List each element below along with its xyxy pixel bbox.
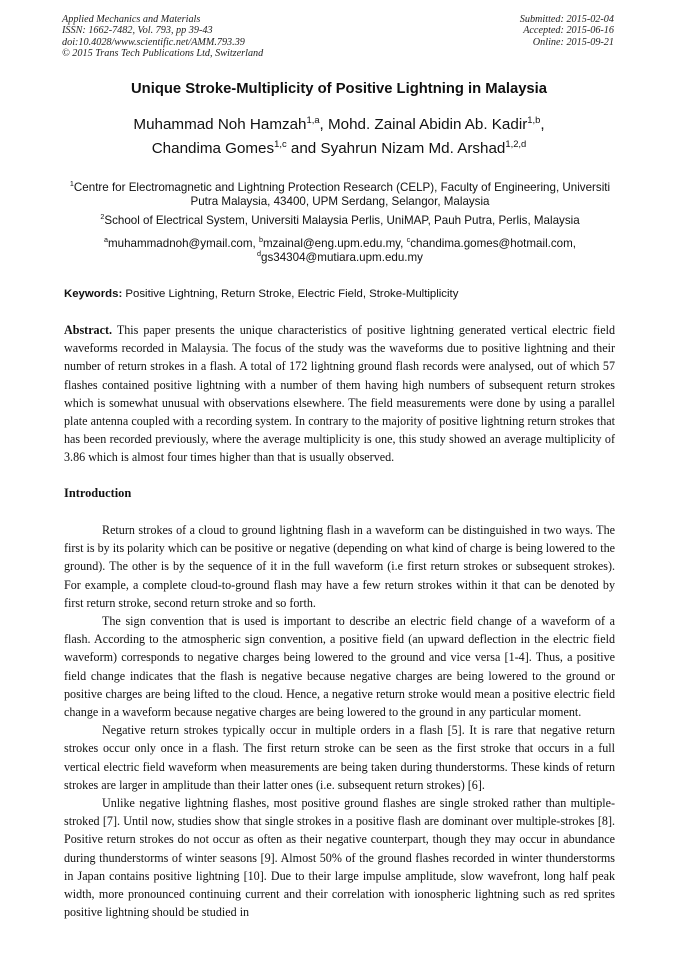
email-link[interactable]: gs34304@mutiara.upm.edu.my — [261, 251, 423, 264]
author-conjunction: and — [290, 140, 317, 157]
affiliation-text: Centre for Electromagnetic and Lightning Protection Research (CELP), Faculty of Engineering, Universiti Putra Malaysia, 43400, UPM Serdang, Selangor, Malaysia — [73, 181, 611, 208]
author-superscript: 1,2,d — [505, 137, 527, 149]
journal-name: Applied Mechanics and Materials — [62, 14, 201, 25]
abstract-label: Abstract. — [64, 323, 113, 337]
abstract — [64, 321, 615, 467]
author-emails: $^a$muhammadnoh@ymail.com, $^b$mzainal@eng.upm.edu.my, $^c$chandima.gomes@hotmail.com, $^d$gs34304@mutiara.upm.edu.my — [103, 235, 577, 264]
email-superscript: c — [406, 235, 411, 245]
author-superscript: 1,a — [306, 113, 320, 125]
journal-issn: ISSN: 1662-7482, Vol. 793, pp 39-43 — [62, 25, 213, 37]
abstract-text: This paper presents the unique characteristics of positive lightning generated vertical electric field waveforms recorded in Malaysia. The focus of the study was the waveforms due to positive lightning and their number of return strokes in a flash. A total of 172 lightning ground flash records were analysed, out of which 57 flashes contained positive lightning with a number of them having high numbers of subsequent return strokes which is somewhat unusual with observations elsewhere. The field measurements were done by using a parallel plate antenna coupled with a recording system. In contrary to the majority of positive lightning return strokes that has been recorded previously, where the average multiplicity is one, this study showed an average multiplicity of 3.86 which is almost four times higher than that is usually observed. — [64, 323, 615, 465]
author-list — [0, 113, 678, 161]
paragraph: Unlike negative lightning flashes, most positive ground flashes are single stroked rather than multiple-stroked [7]. Until now, studies show that single strokes in a positive flash are dominant over multiple-strokes [8]. Positive return strokes do not occur as often as their negative counterpart, though they may occur in abundance during thunderstorms of winter seasons [9]. Almost 50% of the ground flashes recorded in winter thunderstorms in Japan contains positive lightning [10]. Due to their large impulse amplitude, slow wavefront, long half peak width, more pronounced continuing current and their correlation with ionospheric lightning such as red sprites positive lightning should be studied in — [64, 796, 615, 920]
paragraph: Negative return strokes typically occur in multiple orders in a flash [5]. It is rare that negative return strokes occur only once in a flash. The first return stroke can be seen as the first stroke that occurs in a full vertical electric field waveform when measurements are being taken during thunderstorms. These kinds of return strokes are larger in amplitude than their latter ones (i.e. subsequent return strokes) [6]. — [64, 723, 615, 792]
journal-copyright: © 2015 Trans Tech Publications Ltd, Switzerland — [62, 48, 264, 60]
keywords — [64, 288, 616, 300]
affiliation-text: School of Electrical System, Universiti Malaysia Perlis, UniMAP, Pauh Putra, Perlis, Malaysia — [104, 214, 580, 227]
keywords-text: Positive Lightning, Return Stroke, Electric Field, Stroke-Multiplicity — [125, 288, 459, 300]
affiliation-2 — [60, 214, 620, 228]
paragraph: The sign convention that is used is important to describe an electric field change of a waveform of a flash. According to the atmospheric sign convention, a positive field (an upward deflection in the electric field waveform) corresponds to negative charges being lowered to the ground and vice versa [1-4]. Thus, a positive field change indicates that the flash is negative because negative charges are being lowered to the ground or positive charges are being lifted to the cloud. Hence, a negative return stroke would mean a positive electric field change in a waveform because negative charges are being lowered to the ground in any particular moment. — [64, 614, 615, 720]
submitted-date: Submitted: 2015-02-04 — [519, 14, 614, 25]
author-name: Syahrun Nizam Md. Arshad — [320, 140, 506, 157]
author-name: Muhammad Noh Hamzah — [133, 116, 307, 133]
author-line-2 — [0, 137, 678, 161]
email-link[interactable]: mzainal@eng.upm.edu.my — [262, 237, 401, 250]
author-name: Mohd. Zainal Abidin Ab. Kadir — [328, 116, 528, 133]
affiliation-superscript: 1 — [69, 179, 74, 189]
author-superscript: 1,b — [527, 113, 541, 125]
introduction-body — [64, 521, 615, 921]
paper-title: Unique Stroke-Multiplicity of Positive Lightning in Malaysia — [131, 81, 547, 97]
affiliation-1 — [60, 181, 620, 209]
email-superscript: d — [257, 249, 262, 259]
journal-info — [62, 14, 263, 60]
author-name: Chandima Gomes — [151, 140, 275, 157]
online-date: Online: 2015-09-21 — [532, 36, 614, 48]
email-superscript: a — [103, 235, 108, 245]
affiliation-superscript: 2 — [100, 212, 105, 222]
keywords-label: Keywords: — [64, 288, 123, 300]
email-link[interactable]: muhammadnoh@ymail.com — [107, 237, 253, 250]
author-superscript: 1,c — [274, 137, 287, 149]
email-superscript: b — [258, 235, 263, 245]
author-line-1: Muhammad Noh Hamzah$^{1,a}$, Mohd. Zainal Abidin Ab. Kadir$^{1,b}$, — [133, 113, 545, 133]
email-link[interactable]: chandima.gomes@hotmail.com — [410, 237, 573, 250]
paragraph: Return strokes of a cloud to ground lightning flash in a waveform can be distinguished in two ways. The first is by its polarity which can be positive or negative (depending on what kind of charge is being lowered to the ground). The other is by the sequence of it in the full waveform (i.e first return strokes or subsequent strokes). For example, a complete cloud-to-ground flash may have a few return strokes within it that can be denoted by first return stroke, second return stroke and so forth. — [64, 523, 615, 610]
section-heading-introduction: Introduction — [64, 486, 132, 500]
journal-doi[interactable]: doi:10.4028/www.scientific.net/AMM.793.39 — [62, 36, 245, 48]
submission-dates — [520, 14, 614, 48]
accepted-date: Accepted: 2015-06-16 — [523, 25, 614, 37]
